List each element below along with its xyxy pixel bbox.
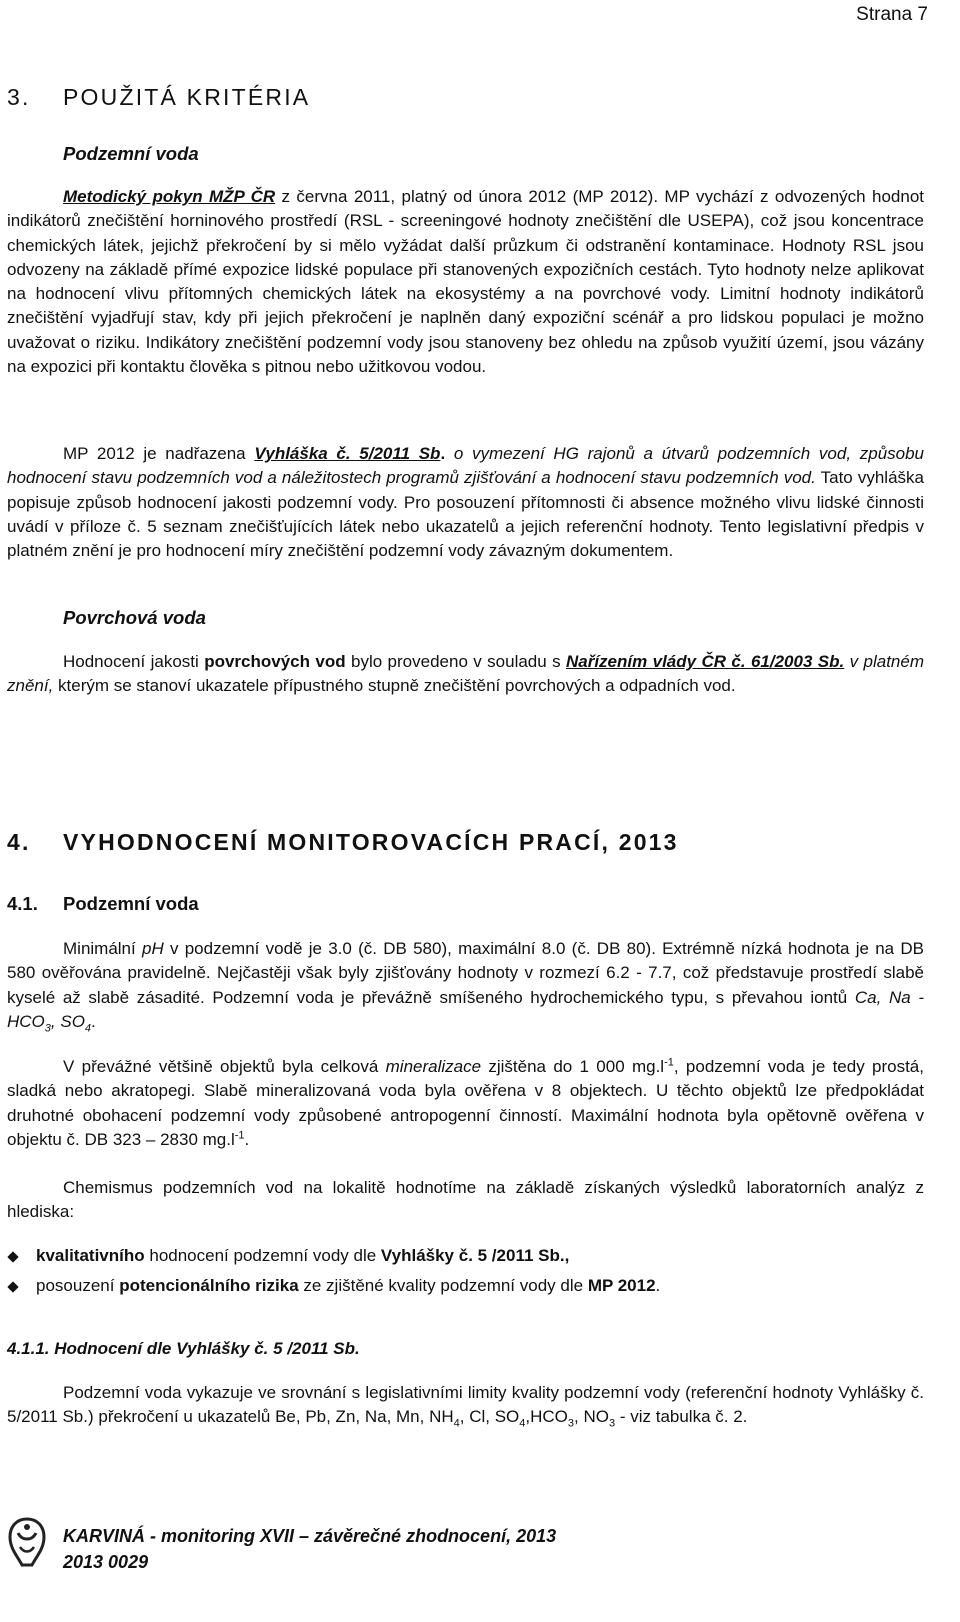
section-4-heading <box>7 829 679 856</box>
subsection-number: 4.1. <box>7 893 38 914</box>
text: 4 <box>519 1417 526 1430</box>
text: 4 <box>453 1417 460 1430</box>
text: MP 2012 <box>587 1276 656 1295</box>
text: Hodnocení jakosti <box>63 652 205 671</box>
subsection-4-1-heading <box>7 893 199 915</box>
criteria-list <box>7 1244 660 1304</box>
text: 3 <box>608 1417 616 1430</box>
paragraph-chemismus <box>7 1176 924 1225</box>
text: v podzemní vodě je 3.0 (č. DB 580), maximální 8.0 (č. DB 80). Extrémně nízká hodnota je na DB 580 ověřována pravidelně. Nejčastěji však byly zjišťovány hodnoty v rozmezí 6.2 - 7.7, což představuje prostředí slabě kyselé až slabě zásadité. Podzemní voda je převážně smíšeného hydrochemického typu, s převahou iontů <box>7 939 924 1007</box>
link-metodicky-pokyn[interactable]: Metodický pokyn MŽP ČR <box>63 187 276 206</box>
text: hodnocení podzemní vody dle <box>144 1246 381 1265</box>
text: 3 <box>567 1417 575 1430</box>
text: pH <box>142 939 164 958</box>
text: , NO <box>574 1407 609 1427</box>
text: o vymezení HG rajonů a útvarů podzemních vod, způsobu hodnocení stavu podzemních vod a náležitostech programů zjišťování a hodnocení stavu podzemních vod. <box>7 444 925 488</box>
text: . <box>655 1276 661 1295</box>
section-3-heading <box>7 84 310 111</box>
text: , SO <box>50 1011 85 1031</box>
company-logo <box>6 1517 48 1567</box>
paragraph-ph <box>7 937 924 1034</box>
text: Podzemní voda vykazuje ve srovnání s legislativními limity kvality podzemní vody (referenční hodnoty Vyhlášky č. 5/2011 Sb.) překročení u ukazatelů Be, Pb, Zn, Na, Mn, NH <box>7 1383 924 1427</box>
diamond-bullet-icon <box>7 1251 18 1262</box>
text: potencionálního rizika <box>119 1276 299 1295</box>
text: -1 <box>664 1056 674 1069</box>
subsection-4-1-1-heading: 4.1.1. Hodnocení dle Vyhlášky č. 5 /2011 Sb. <box>7 1339 360 1358</box>
paragraph-exceedances <box>7 1381 924 1430</box>
text: , Cl, SO <box>459 1407 520 1427</box>
text: kterým se stanoví ukazatele přípustného stupně znečištění povrchových a odpadních vod. <box>53 676 736 696</box>
subheading-surface-water: Povrchová voda <box>63 607 206 628</box>
text: . <box>440 444 446 463</box>
text: V převážné většině objektů byla celková <box>63 1057 386 1076</box>
text: bylo provedeno v souladu s <box>345 652 566 671</box>
paragraph-surface-water <box>7 650 924 699</box>
text: mineralizace <box>385 1057 482 1076</box>
text: posouzení <box>36 1276 120 1295</box>
section-number: 4. <box>7 829 31 855</box>
paragraph-vyhlaska <box>7 442 924 563</box>
section-number: 3. <box>7 84 31 110</box>
text: . <box>91 1011 96 1031</box>
link-narizeni-vlady[interactable]: Nařízením vlády ČR č. 61/2003 Sb. <box>565 652 845 671</box>
text: povrchových vod <box>204 652 346 671</box>
list-item <box>7 1274 660 1304</box>
text: v platném znění, <box>7 652 924 696</box>
section-title: VYHODNOCENÍ MONITOROVACÍCH PRACÍ, 2013 <box>63 829 679 855</box>
footer-line-2: 2013 0029 <box>63 1552 149 1572</box>
section-title: POUŽITÁ KRITÉRIA <box>63 84 311 110</box>
text: ze zjištěné kvality podzemní vody dle <box>298 1276 588 1295</box>
text: -1 <box>234 1129 245 1142</box>
text: 3 <box>44 1022 51 1035</box>
text: - viz tabulka č. 2. <box>615 1407 748 1427</box>
subsection-title: Podzemní voda <box>63 893 199 914</box>
text: 4 <box>84 1022 92 1035</box>
paragraph-mp2012 <box>7 185 924 379</box>
page-number: Strana 7 <box>856 4 928 25</box>
text: kvalitativního <box>36 1246 145 1265</box>
text: Ca, Na - HCO <box>7 987 924 1031</box>
text: zjištěna do 1 000 mg.l <box>481 1057 665 1076</box>
text: Chemismus podzemních vod na lokalitě hodnotíme na základě získaných výsledků laboratorních analýz z hlediska: <box>7 1178 924 1222</box>
text: . <box>244 1129 250 1149</box>
text: , podzemní voda je tedy prostá, sladká nebo akratopegi. Slabě mineralizovaná voda byla ověřena v 8 objektech. U těchto objektů lze předpokládat druhotné obohacení podzemní vody způsobené antropogenní činností. Maximální hodnota byla opětovně ověřena v objektu č. DB 323 – 2830 mg.l <box>7 1057 924 1149</box>
paragraph-mineralizace <box>7 1055 924 1152</box>
text: Vyhlášky č. 5 /2011 Sb., <box>380 1246 570 1265</box>
footer-text <box>63 1523 556 1575</box>
text: Tato vyhláška popisuje způsob hodnocení jakosti podzemní vody. Pro posouzení přítomnosti či absence možného vlivu lidské činnosti uvádí v příloze č. 5 seznam znečišťujících látek nebo ukazatelů a jejich referenční hodnoty. Tento legislativní předpis v platném znění je pro hodnocení míry znečištění podzemní vody závazným dokumentem. <box>7 468 924 561</box>
diamond-bullet-icon <box>7 1281 18 1292</box>
footer-line-1: KARVINÁ - monitoring XVII – závěrečné zhodnocení, 2013 <box>63 1526 557 1546</box>
text: MP 2012 je nadřazena <box>63 444 255 463</box>
link-vyhlaska[interactable]: Vyhláška č. 5/2011 Sb <box>254 444 441 463</box>
text: z června 2011, platný od února 2012 (MP 2012). MP vychází z odvozených hodnot indikátorů znečištění horninového prostředí (RSL - screeningové hodnoty znečištění dle USEPA), což jsou koncentrace chemických látek, jejichž překročení by si mělo vyžádat další průzkum či odstranění kontaminace. Hodnoty RSL jsou odvozeny na základě přímé expozice lidské populace při stanovených expozičních cestách. Tyto hodnoty nelze aplikovat na hodnocení vlivu přítomných chemických látek na ekosystémy a na povrchové vody. Limitní hodnoty indikátorů znečištění vyjadřují stav, kdy při jejich překročení je naplněn daný expoziční scénář a pro lidskou populaci je možno uvažovat o riziku. Indikátory znečištění podzemní vody jsou stanoveny bez ohledu na způsob využití území, jsou vázány na expozici při kontaktu člověka s pitnou nebo užitkovou vodou. <box>7 187 925 377</box>
subheading-groundwater: Podzemní voda <box>63 143 199 164</box>
text: ,HCO <box>525 1407 568 1427</box>
text: Minimální <box>63 939 142 958</box>
list-item <box>7 1244 660 1274</box>
